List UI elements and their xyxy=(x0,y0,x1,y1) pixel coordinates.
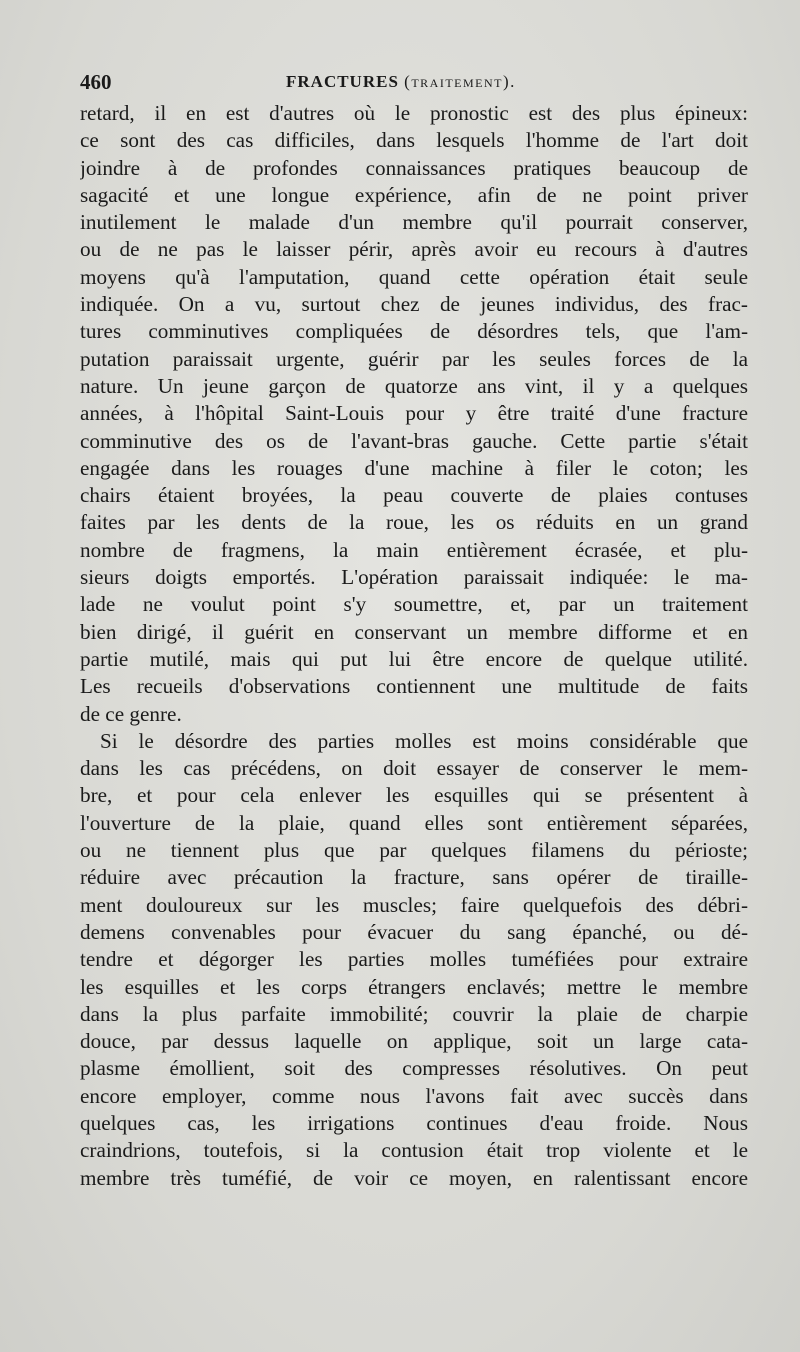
paragraph-end-line: de ce genre. xyxy=(80,701,182,726)
text-line: réduire avec précaution la fracture, sans opérer de tiraille- xyxy=(80,865,748,890)
text-line: faites par les dents de la roue, les os réduits en un grand xyxy=(80,510,748,535)
text-line: les esquilles et les corps étrangers enclavés; mettre le membre xyxy=(80,974,748,999)
text-line: encore employer, comme nous l'avons fait avec succès dans xyxy=(80,1083,748,1108)
running-subtitle: (traitement). xyxy=(404,72,516,91)
text-line: membre très tuméfié, de voir ce moyen, en ralentissant encore xyxy=(80,1165,748,1190)
running-head xyxy=(286,72,516,92)
text-line: sagacité et une longue expérience, afin de ne point priver xyxy=(80,182,748,207)
text-line: craindrions, toutefois, si la contusion était trop violente et le xyxy=(80,1138,748,1163)
text-line: comminutive des os de l'avant-bras gauche. Cette partie s'était xyxy=(80,428,748,453)
text-line: indiquée. On a vu, surtout chez de jeunes individus, des frac- xyxy=(80,292,748,317)
text-line: lade ne voulut point s'y soumettre, et, par un traitement xyxy=(80,592,748,617)
text-line: années, à l'hôpital Saint-Louis pour y être traité d'une fracture xyxy=(80,401,748,426)
text-line: chairs étaient broyées, la peau couverte de plaies contuses xyxy=(80,483,748,508)
running-title: FRACTURES xyxy=(286,72,399,91)
body-text xyxy=(80,100,748,1192)
paragraph-start-line: Si le désordre des parties molles est moins considérable que xyxy=(100,728,748,753)
text-line: inutilement le malade d'un membre qu'il pourrait conserver, xyxy=(80,210,748,235)
text-line: tendre et dégorger les parties molles tuméfiées pour extraire xyxy=(80,947,748,972)
text-line: dans les cas précédens, on doit essayer de conserver le mem- xyxy=(80,756,748,781)
text-line: bien dirigé, il guérit en conservant un membre difforme et en xyxy=(80,619,748,644)
text-line: plasme émollient, soit des compresses résolutives. On peut xyxy=(80,1056,748,1081)
text-line: quelques cas, les irrigations continues d'eau froide. Nous xyxy=(80,1110,748,1135)
text-line: demens convenables pour évacuer du sang épanché, ou dé- xyxy=(80,919,748,944)
text-line: l'ouverture de la plaie, quand elles sont entièrement séparées, xyxy=(80,810,748,835)
page-header xyxy=(80,68,748,100)
text-line: douce, par dessus laquelle on applique, soit un large cata- xyxy=(80,1029,748,1054)
text-line: ou de ne pas le laisser périr, après avoir eu recours à d'autres xyxy=(80,237,748,262)
text-line: Les recueils d'observations contiennent une multitude de faits xyxy=(80,674,748,699)
text-line: retard, il en est d'autres où le pronostic est des plus épineux: xyxy=(80,101,748,125)
text-line: nombre de fragmens, la main entièrement écrasée, et plu- xyxy=(80,537,748,562)
page-number: 460 xyxy=(80,70,112,94)
text-line: moyens qu'à l'amputation, quand cette opération était seule xyxy=(80,264,748,289)
text-line: tures comminutives compliquées de désordres tels, que l'am- xyxy=(80,319,748,344)
text-line: ment douloureux sur les muscles; faire quelquefois des débri- xyxy=(80,892,748,917)
text-line: bre, et pour cela enlever les esquilles qui se présentent à xyxy=(80,783,748,808)
text-line: putation paraissait urgente, guérir par les seules forces de la xyxy=(80,346,748,371)
book-page xyxy=(80,68,748,1192)
text-line: engagée dans les rouages d'une machine à filer le coton; les xyxy=(80,455,748,480)
text-line: ou ne tiennent plus que par quelques filamens du périoste; xyxy=(80,838,748,863)
text-line: dans la plus parfaite immobilité; couvrir la plaie de charpie xyxy=(80,1001,748,1026)
text-line: nature. Un jeune garçon de quatorze ans vint, il y a quelques xyxy=(80,373,748,398)
text-line: sieurs doigts emportés. L'opération paraissait indiquée: le ma- xyxy=(80,565,748,590)
text-line: partie mutilé, mais qui put lui être encore de quelque utilité. xyxy=(80,646,748,671)
text-line: ce sont des cas difficiles, dans lesquels l'homme de l'art doit xyxy=(80,128,748,153)
text-line: joindre à de profondes connaissances pratiques beaucoup de xyxy=(80,155,748,180)
